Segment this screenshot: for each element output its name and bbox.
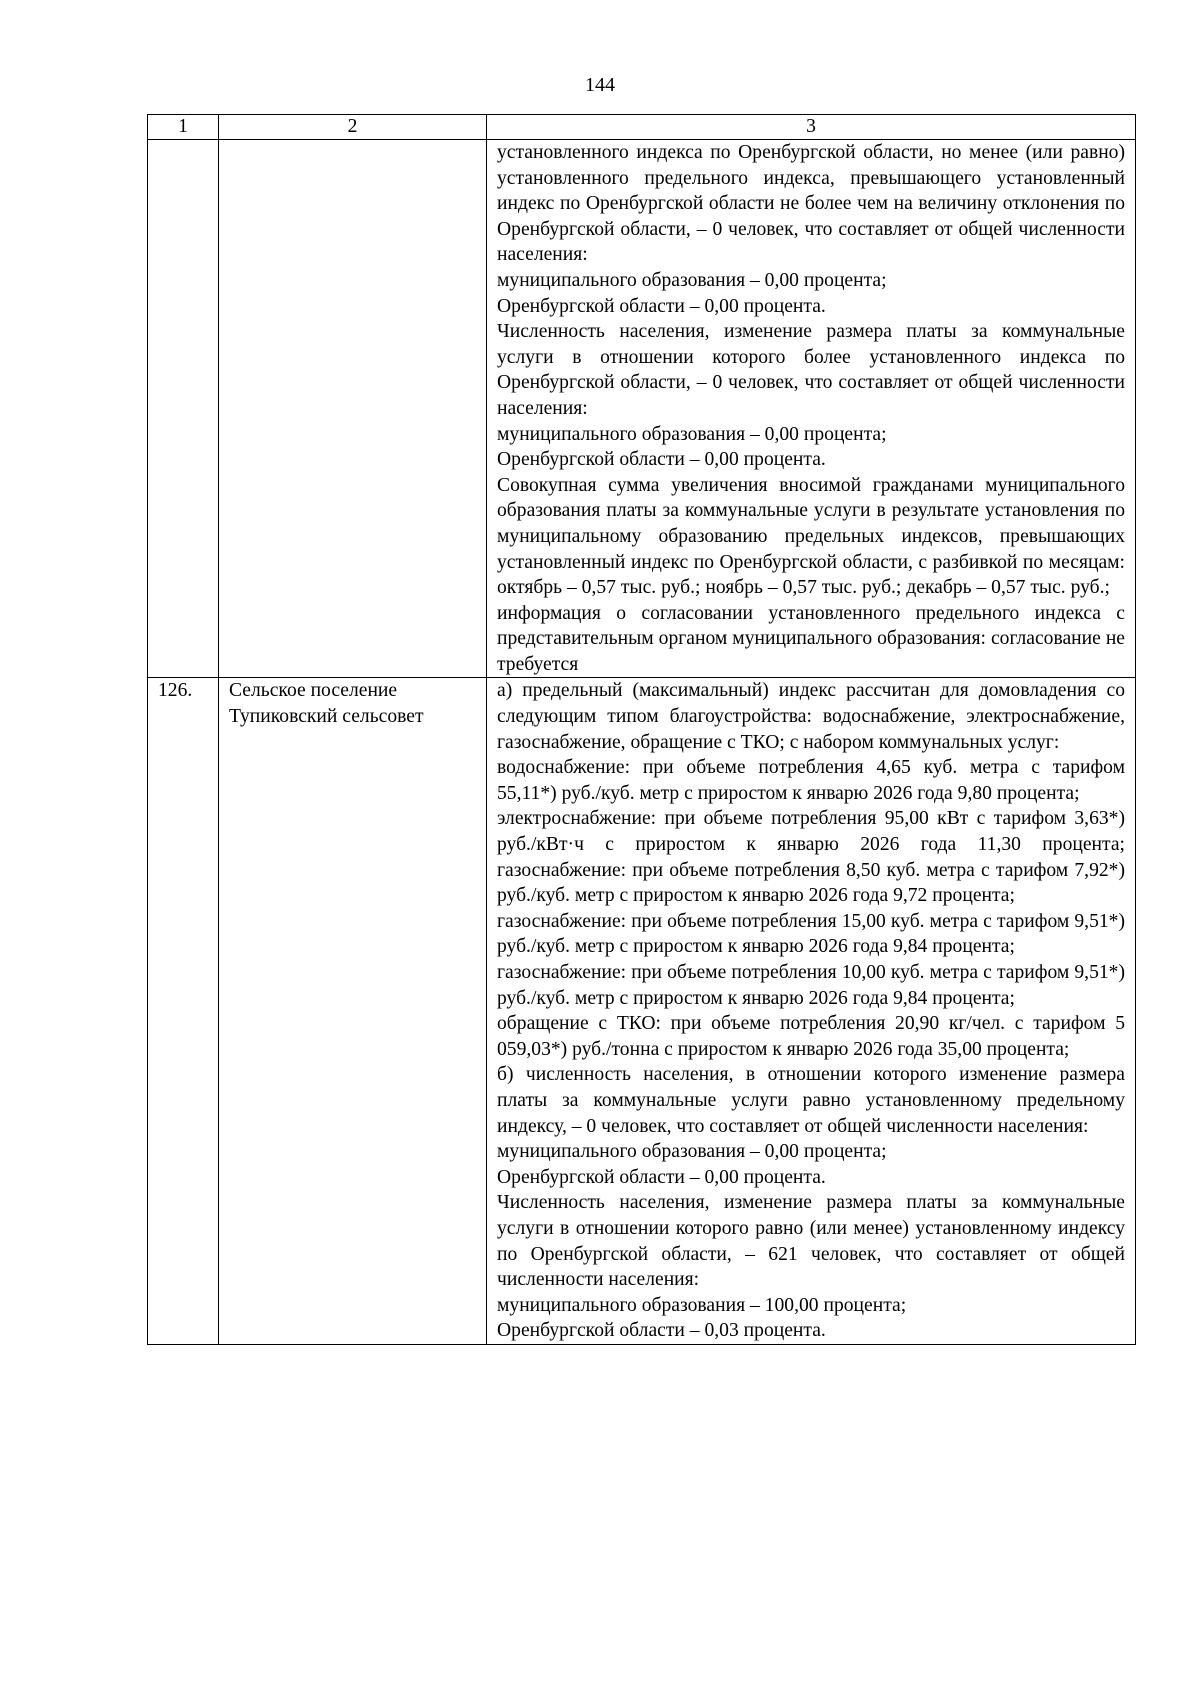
paragraph: Оренбургской области – 0,00 процента. — [497, 1166, 826, 1188]
paragraph: муниципального образования – 0,00 процента; — [497, 423, 887, 445]
municipality-name-line: Тупиковский сельсовет — [229, 706, 424, 728]
paragraph: Численность населения, изменение размера платы за коммунальные услуги в отношении которого более установленного индекса по Оренбургской области, – 0 человек, что составляет от общей численности населения: — [497, 321, 1125, 419]
paragraph: установленного индекса по Оренбургской области, но менее (или равно) установленного предельного индекса, превышающего установленный индекс по Оренбургской области не более чем на величину отклонения по Оренбургской области, – 0 человек, что составляет от общей численности населения: — [497, 142, 1125, 266]
paragraph: водоснабжение: при объеме потребления 4,65 куб. метра с тарифом 55,11*) руб./куб. метр с приростом к январю 2026 года 9,80 процента; — [497, 757, 1125, 804]
continuation-name-cell — [219, 140, 487, 678]
header-cell-1: 1 — [148, 115, 219, 140]
paragraph: Численность населения, изменение размера платы за коммунальные услуги в отношении которого равно (или менее) установленному индексу по Оренбургской области, – 621 человек, что составляет от общей численности населения: — [497, 1192, 1125, 1291]
paragraph: муниципального образования – 100,00 процента; — [497, 1294, 907, 1316]
paragraph: а) предельный (максимальный) индекс рассчитан для домовладения со следующим типом благоустройства: водоснабжение, электроснабжение, газоснабжение, обращение с ТКО; с набором коммунальных услуг: — [497, 680, 1125, 753]
paragraph: Оренбургской области – 0,00 процента. — [497, 295, 826, 317]
municipality-name-cell — [219, 678, 487, 1344]
paragraph: газоснабжение: при объеме потребления 10,00 куб. метра с тарифом 9,51*) руб./куб. метр с приростом к январю 2026 года 9,84 процента; — [497, 962, 1125, 1009]
paragraph: газоснабжение: при объеме потребления 15,00 куб. метра с тарифом 9,51*) руб./куб. метр с приростом к январю 2026 года 9,84 процента; — [497, 910, 1125, 958]
table-row-126 — [148, 678, 1136, 1344]
page-number: 144 — [585, 74, 615, 96]
table-header-row — [148, 115, 1136, 140]
paragraph: электроснабжение: при объеме потребления 95,00 кВт с тарифом 3,63*) руб./кВт·ч с приростом к январю 2026 года 11,30 процента; — [497, 808, 1125, 856]
paragraph: информация о согласовании установленного предельного индекса с представительным органом муниципального образования: согласование не требуется — [497, 602, 1125, 675]
municipality-name-line: Сельское поселение — [229, 680, 398, 702]
continuation-text-cell — [487, 140, 1136, 678]
row-number-cell: 126. — [148, 678, 219, 1344]
paragraph: муниципального образования – 0,00 процента; — [497, 269, 887, 291]
row-126-text-cell — [487, 678, 1136, 1344]
paragraph: б) численность населения, в отношении которого изменение размера платы за коммунальные услуги равно установленному предельному индексу, – 0 человек, что составляет от общей численности населения: — [497, 1064, 1125, 1137]
header-cell-2: 2 — [219, 115, 487, 140]
paragraph: муниципального образования – 0,00 процента; — [497, 1141, 887, 1163]
paragraph: газоснабжение: при объеме потребления 8,50 куб. метра с тарифом 7,92*) руб./куб. метр с приростом к январю 2026 года 9,72 процента; — [497, 859, 1125, 907]
header-cell-3: 3 — [487, 115, 1136, 140]
table-row-continuation — [148, 140, 1136, 678]
continuation-number-cell — [148, 140, 219, 678]
paragraph: Совокупная сумма увеличения вносимой гражданами муниципального образования платы за коммунальные услуги в результате установления по муниципальному образованию предельных индексов, превышающих установленный индекс по Оренбургской области, с разбивкой по месяцам: октябрь – 0,57 тыс. руб.; ноябрь – 0,57 тыс. руб.; декабрь – 0,57 тыс. руб.; — [497, 474, 1125, 599]
paragraph: обращение с ТКО: при объеме потребления 20,90 кг/чел. с тарифом 5 059,03*) руб./тонна с приростом к январю 2026 года 35,00 процента; — [497, 1013, 1125, 1060]
data-table — [147, 114, 1136, 1345]
paragraph: Оренбургской области – 0,00 процента. — [497, 449, 826, 471]
paragraph: Оренбургской области – 0,03 процента. — [497, 1320, 826, 1342]
